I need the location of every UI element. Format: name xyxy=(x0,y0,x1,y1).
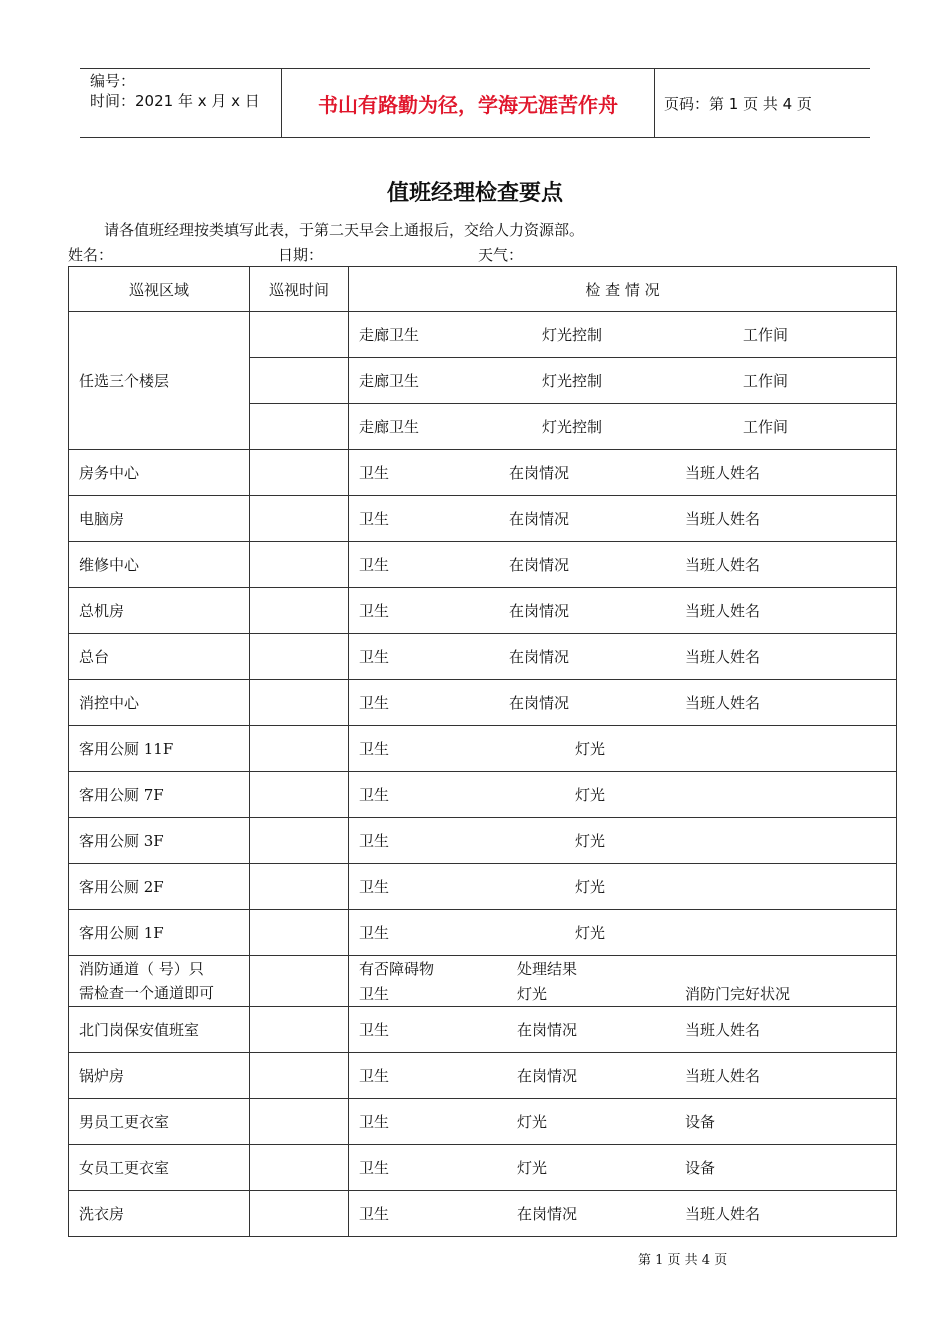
header-time: 巡视时间 xyxy=(250,267,349,312)
check-item: 卫生 xyxy=(359,1067,390,1085)
row-area: 客用公厕 3F xyxy=(69,818,250,864)
table-row xyxy=(69,910,897,956)
check-item: 在岗情况 xyxy=(509,694,570,712)
inspection-time-cell[interactable] xyxy=(250,1007,349,1053)
row-area: 任选三个楼层 xyxy=(69,312,250,450)
table-row xyxy=(69,1007,897,1053)
check-item: 卫生 xyxy=(359,464,390,482)
check-items-cell xyxy=(349,818,897,864)
inspection-time-cell[interactable] xyxy=(250,772,349,818)
inspection-time-cell[interactable] xyxy=(250,1145,349,1191)
table-row xyxy=(69,634,897,680)
check-item: 在岗情况 xyxy=(517,1021,578,1039)
check-item: 设备 xyxy=(685,1113,716,1131)
header-divider xyxy=(654,69,655,137)
table-row xyxy=(69,1053,897,1099)
check-item: 工作间 xyxy=(743,372,789,390)
check-item: 卫生 xyxy=(359,602,390,620)
table-row xyxy=(69,772,897,818)
inspection-time-cell[interactable] xyxy=(250,1191,349,1237)
table-header-row xyxy=(69,267,897,312)
check-item: 卫生 xyxy=(359,1021,390,1039)
check-item: 在岗情况 xyxy=(517,1205,578,1223)
inspection-time-cell[interactable] xyxy=(250,358,349,404)
check-item: 卫生 xyxy=(359,1159,390,1177)
check-item: 当班人姓名 xyxy=(685,556,761,574)
check-item: 灯光控制 xyxy=(542,372,603,390)
check-item: 灯光 xyxy=(575,832,606,850)
row-area: 洗衣房 xyxy=(69,1191,250,1237)
table-row xyxy=(69,1145,897,1191)
check-items-cell xyxy=(349,864,897,910)
check-item: 在岗情况 xyxy=(517,1067,578,1085)
check-item: 卫生 xyxy=(359,985,390,1003)
row-area: 总机房 xyxy=(69,588,250,634)
check-items-cell xyxy=(349,1191,897,1237)
inspection-time-cell[interactable] xyxy=(250,1099,349,1145)
area-line: 需检查一个通道即可 xyxy=(79,984,215,1002)
check-items-cell xyxy=(349,404,897,450)
check-item: 在岗情况 xyxy=(509,556,570,574)
check-item: 在岗情况 xyxy=(509,648,570,666)
check-item: 卫生 xyxy=(359,924,390,942)
inspection-time-cell[interactable] xyxy=(250,496,349,542)
check-items-cell xyxy=(349,542,897,588)
check-items-cell xyxy=(349,312,897,358)
table-row xyxy=(69,588,897,634)
check-item: 灯光 xyxy=(575,878,606,896)
inspection-time-cell[interactable] xyxy=(250,680,349,726)
inspection-time-cell[interactable] xyxy=(250,910,349,956)
table-row xyxy=(69,680,897,726)
header-motto: 书山有路勤为径，学海无涯苦作舟 xyxy=(318,92,618,117)
check-items-cell xyxy=(349,450,897,496)
check-item: 灯光 xyxy=(517,985,548,1003)
header-meta xyxy=(90,71,260,111)
check-item: 当班人姓名 xyxy=(685,1067,761,1085)
row-area: 客用公厕 1F xyxy=(69,910,250,956)
check-item: 卫生 xyxy=(359,740,390,758)
check-item: 当班人姓名 xyxy=(685,1205,761,1223)
row-area: 客用公厕 2F xyxy=(69,864,250,910)
check-items-cell xyxy=(349,1099,897,1145)
document-title: 值班经理检查要点 xyxy=(386,180,563,206)
check-items-cell xyxy=(349,496,897,542)
row-area: 客用公厕 11F xyxy=(69,726,250,772)
check-item: 在岗情况 xyxy=(509,602,570,620)
check-item: 灯光 xyxy=(575,740,606,758)
table-row xyxy=(69,1099,897,1145)
check-items-cell xyxy=(349,588,897,634)
check-item: 工作间 xyxy=(743,418,789,436)
check-item: 当班人姓名 xyxy=(685,464,761,482)
row-area: 北门岗保安值班室 xyxy=(69,1007,250,1053)
check-item: 当班人姓名 xyxy=(685,648,761,666)
check-item: 在岗情况 xyxy=(509,464,570,482)
check-items-cell xyxy=(349,726,897,772)
check-item: 灯光 xyxy=(517,1159,548,1177)
row-area: 客用公厕 7F xyxy=(69,772,250,818)
table-row xyxy=(69,1191,897,1237)
check-item: 卫生 xyxy=(359,648,390,666)
check-item: 卫生 xyxy=(359,556,390,574)
check-item: 有否障碍物 xyxy=(359,960,435,978)
inspection-time-cell[interactable] xyxy=(250,1053,349,1099)
doc-number-label: 编号： xyxy=(90,72,136,90)
check-item: 灯光 xyxy=(575,786,606,804)
check-items-cell xyxy=(349,1145,897,1191)
row-area-fire-passage xyxy=(69,956,250,1007)
doc-time-label: 时间：2021 年 x 月 x 日 xyxy=(90,92,260,110)
footer-page-number: 第 1 页 共 4 页 xyxy=(638,1253,728,1268)
check-item: 走廊卫生 xyxy=(359,326,420,344)
check-items-cell xyxy=(349,956,897,1007)
inspection-time-cell[interactable] xyxy=(250,864,349,910)
check-item: 工作间 xyxy=(743,326,789,344)
table-row xyxy=(69,450,897,496)
inspection-time-cell[interactable] xyxy=(250,634,349,680)
header-area: 巡视区域 xyxy=(69,267,250,312)
inspection-time-cell[interactable] xyxy=(250,818,349,864)
row-area: 维修中心 xyxy=(69,542,250,588)
name-label: 姓名： xyxy=(68,246,114,264)
header-page-label: 页码：第 1 页 共 4 页 xyxy=(664,95,812,113)
table-row xyxy=(69,496,897,542)
table-row xyxy=(69,312,897,358)
check-items-cell xyxy=(349,680,897,726)
check-item: 卫生 xyxy=(359,510,390,528)
table-row xyxy=(69,542,897,588)
table-row xyxy=(69,726,897,772)
check-item: 在岗情况 xyxy=(509,510,570,528)
check-item: 灯光 xyxy=(575,924,606,942)
table-row xyxy=(69,864,897,910)
check-item: 灯光控制 xyxy=(542,418,603,436)
check-item: 灯光控制 xyxy=(542,326,603,344)
row-area: 房务中心 xyxy=(69,450,250,496)
table-row xyxy=(69,956,897,1007)
check-item: 当班人姓名 xyxy=(685,510,761,528)
inspection-time-cell[interactable] xyxy=(250,588,349,634)
row-area: 消控中心 xyxy=(69,680,250,726)
inspection-time-cell[interactable] xyxy=(250,726,349,772)
row-area: 总台 xyxy=(69,634,250,680)
document-header xyxy=(80,68,870,138)
check-item: 卫生 xyxy=(359,694,390,712)
weather-label: 天气： xyxy=(478,246,524,264)
row-area: 锅炉房 xyxy=(69,1053,250,1099)
check-item: 当班人姓名 xyxy=(685,1021,761,1039)
header-check: 检 查 情 况 xyxy=(349,267,897,312)
check-items-cell xyxy=(349,358,897,404)
inspection-time-cell[interactable] xyxy=(250,450,349,496)
inspection-time-cell[interactable] xyxy=(250,956,349,1007)
instruction-text: 请各值班经理按类填写此表，于第二天早会上通报后，交给人力资源部。 xyxy=(104,221,585,239)
check-item: 卫生 xyxy=(359,1205,390,1223)
check-item: 设备 xyxy=(685,1159,716,1177)
check-item: 卫生 xyxy=(359,1113,390,1131)
check-items-cell xyxy=(349,1053,897,1099)
check-item: 卫生 xyxy=(359,878,390,896)
check-item: 处理结果 xyxy=(517,960,578,978)
check-items-cell xyxy=(349,634,897,680)
row-area: 电脑房 xyxy=(69,496,250,542)
check-item: 走廊卫生 xyxy=(359,418,420,436)
date-label: 日期： xyxy=(278,246,324,264)
check-items-cell xyxy=(349,1007,897,1053)
check-items-cell xyxy=(349,772,897,818)
check-item: 灯光 xyxy=(517,1113,548,1131)
check-item: 当班人姓名 xyxy=(685,602,761,620)
row-area: 男员工更衣室 xyxy=(69,1099,250,1145)
check-items-cell xyxy=(349,910,897,956)
inspection-time-cell[interactable] xyxy=(250,404,349,450)
inspection-time-cell[interactable] xyxy=(250,542,349,588)
row-area: 女员工更衣室 xyxy=(69,1145,250,1191)
table-row xyxy=(69,818,897,864)
inspection-time-cell[interactable] xyxy=(250,312,349,358)
check-item: 走廊卫生 xyxy=(359,372,420,390)
check-item: 卫生 xyxy=(359,832,390,850)
inspection-table xyxy=(68,266,897,1237)
check-item: 当班人姓名 xyxy=(685,694,761,712)
area-line: 消防通道（ 号）只 xyxy=(79,960,204,978)
check-item: 卫生 xyxy=(359,786,390,804)
check-item: 消防门完好状况 xyxy=(685,985,791,1003)
